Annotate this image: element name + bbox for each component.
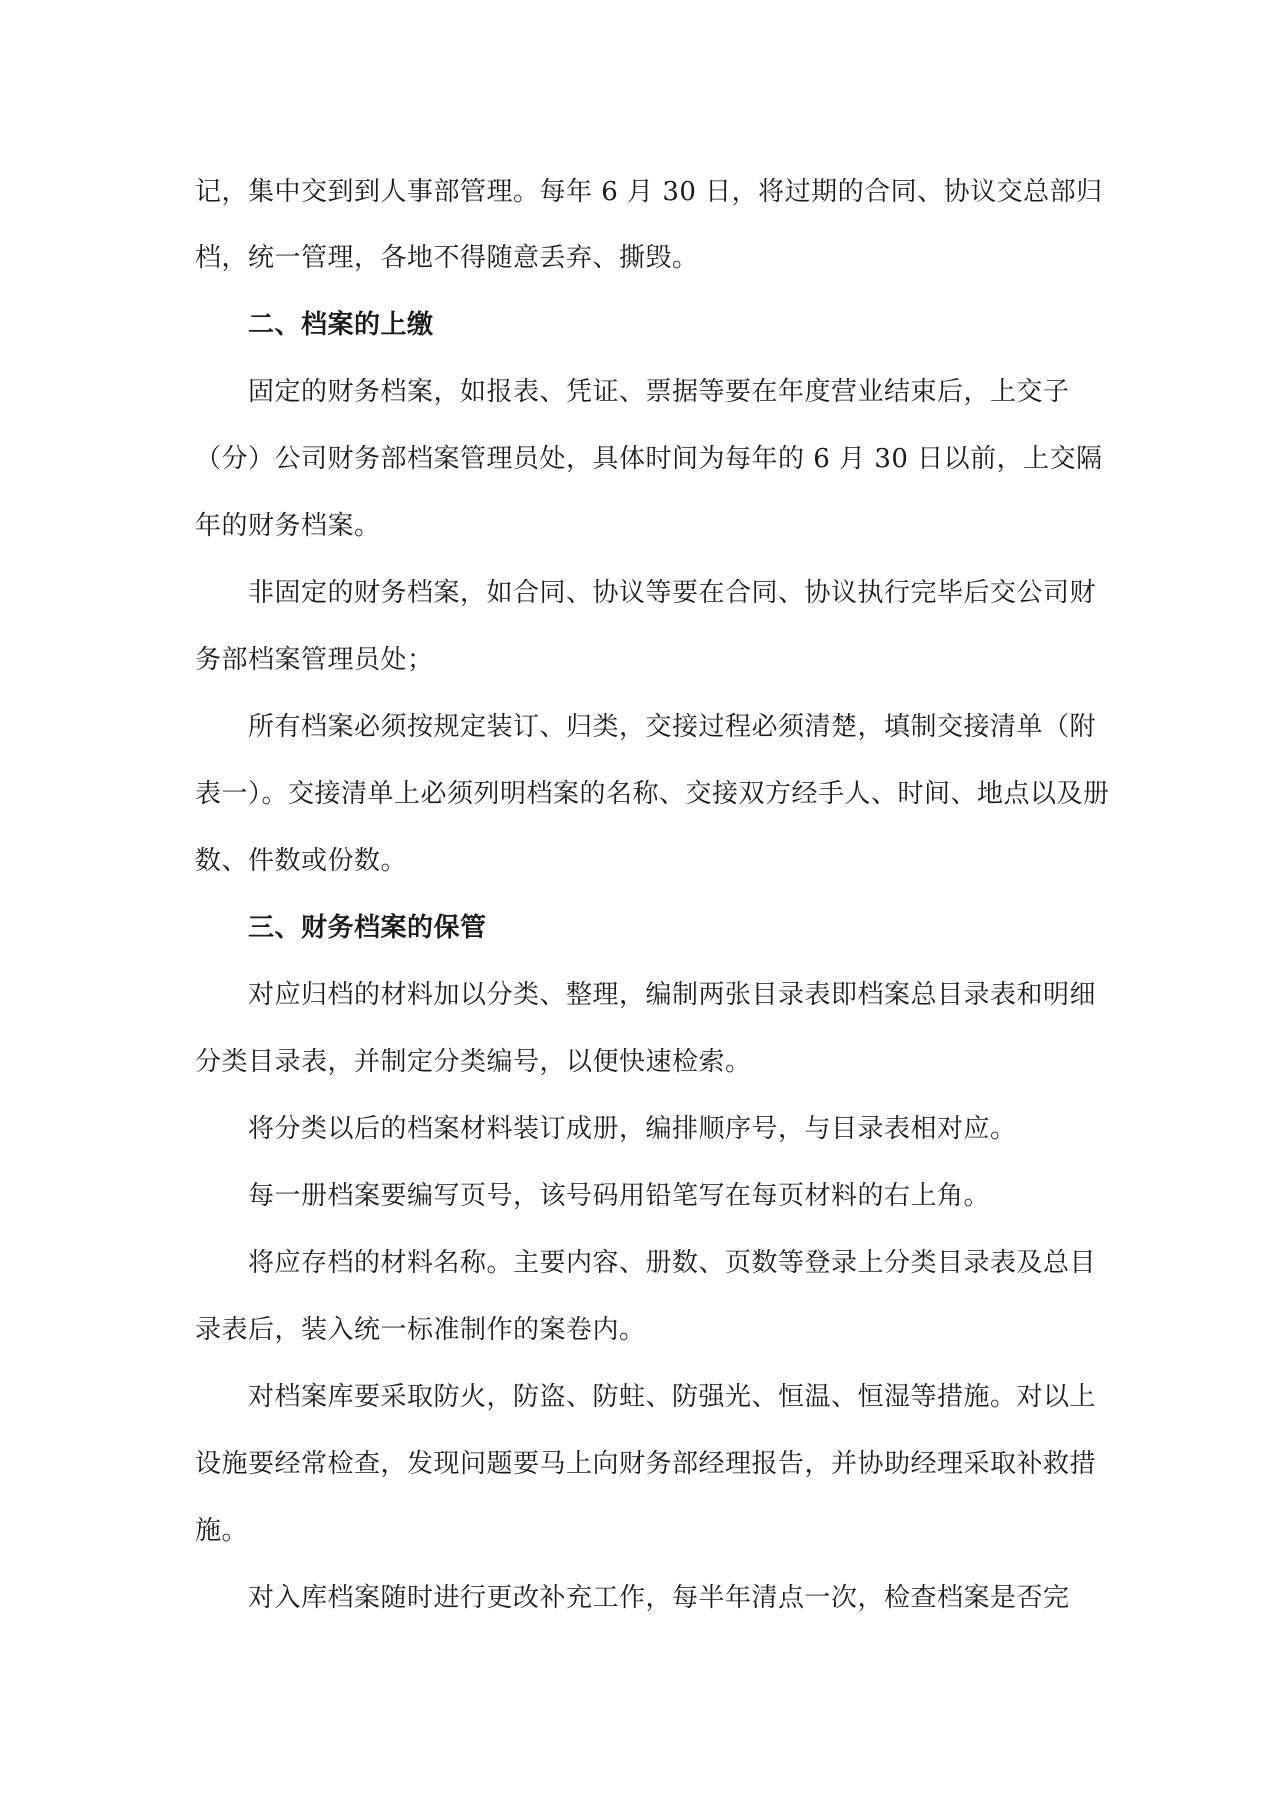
body-line: 档，统一管理，各地不得随意丢弃、撕毁。: [195, 243, 699, 273]
body-line: 施。: [195, 1516, 249, 1546]
body-line: 录表后，装入统一标准制作的案卷内。: [195, 1315, 646, 1345]
body-line: 记，集中交到到人事部管理。每年 6 月 30 日，将过期的合同、协议交总部归: [195, 177, 1103, 207]
body-line: 分类目录表，并制定分类编号，以便快速检索。: [195, 1047, 752, 1077]
body-line: 对档案库要采取防火，防盗、防蛀、防强光、恒温、恒湿等措施。对以上: [248, 1382, 1097, 1412]
body-line: 将应存档的材料名称。主要内容、册数、页数等登录上分类目录表及总目: [248, 1248, 1097, 1278]
body-line: 对应归档的材料加以分类、整理，编制两张目录表即档案总目录表和明细: [248, 980, 1097, 1010]
body-line: 年的财务档案。: [195, 511, 381, 541]
section-heading: 二、档案的上缴: [248, 310, 434, 340]
body-line: 务部档案管理员处；: [195, 645, 434, 675]
body-line: 将分类以后的档案材料装订成册，编排顺序号，与目录表相对应。: [248, 1114, 1017, 1144]
body-line: 固定的财务档案，如报表、凭证、票据等要在年度营业结束后，上交子: [248, 377, 1070, 407]
body-line: 表一）。交接清单上必须列明档案的名称、交接双方经手人、时间、地点以及册: [195, 779, 1110, 809]
body-line: （分）公司财务部档案管理员处，具体时间为每年的 6 月 30 日以前，上交隔: [195, 444, 1103, 474]
body-line: 所有档案必须按规定装订、归类，交接过程必须清楚，填制交接清单（附: [248, 712, 1097, 742]
body-line: 设施要经常检查，发现问题要马上向财务部经理报告，并协助经理采取补救措: [195, 1449, 1097, 1479]
body-line: 每一册档案要编写页号，该号码用铅笔写在每页材料的右上角。: [248, 1181, 991, 1211]
body-line: 对入库档案随时进行更改补充工作，每半年清点一次，检查档案是否完: [248, 1583, 1070, 1613]
body-line: 数、件数或份数。: [195, 846, 408, 876]
section-heading: 三、财务档案的保管: [248, 913, 487, 943]
body-line: 非固定的财务档案，如合同、协议等要在合同、协议执行完毕后交公司财: [248, 578, 1097, 608]
